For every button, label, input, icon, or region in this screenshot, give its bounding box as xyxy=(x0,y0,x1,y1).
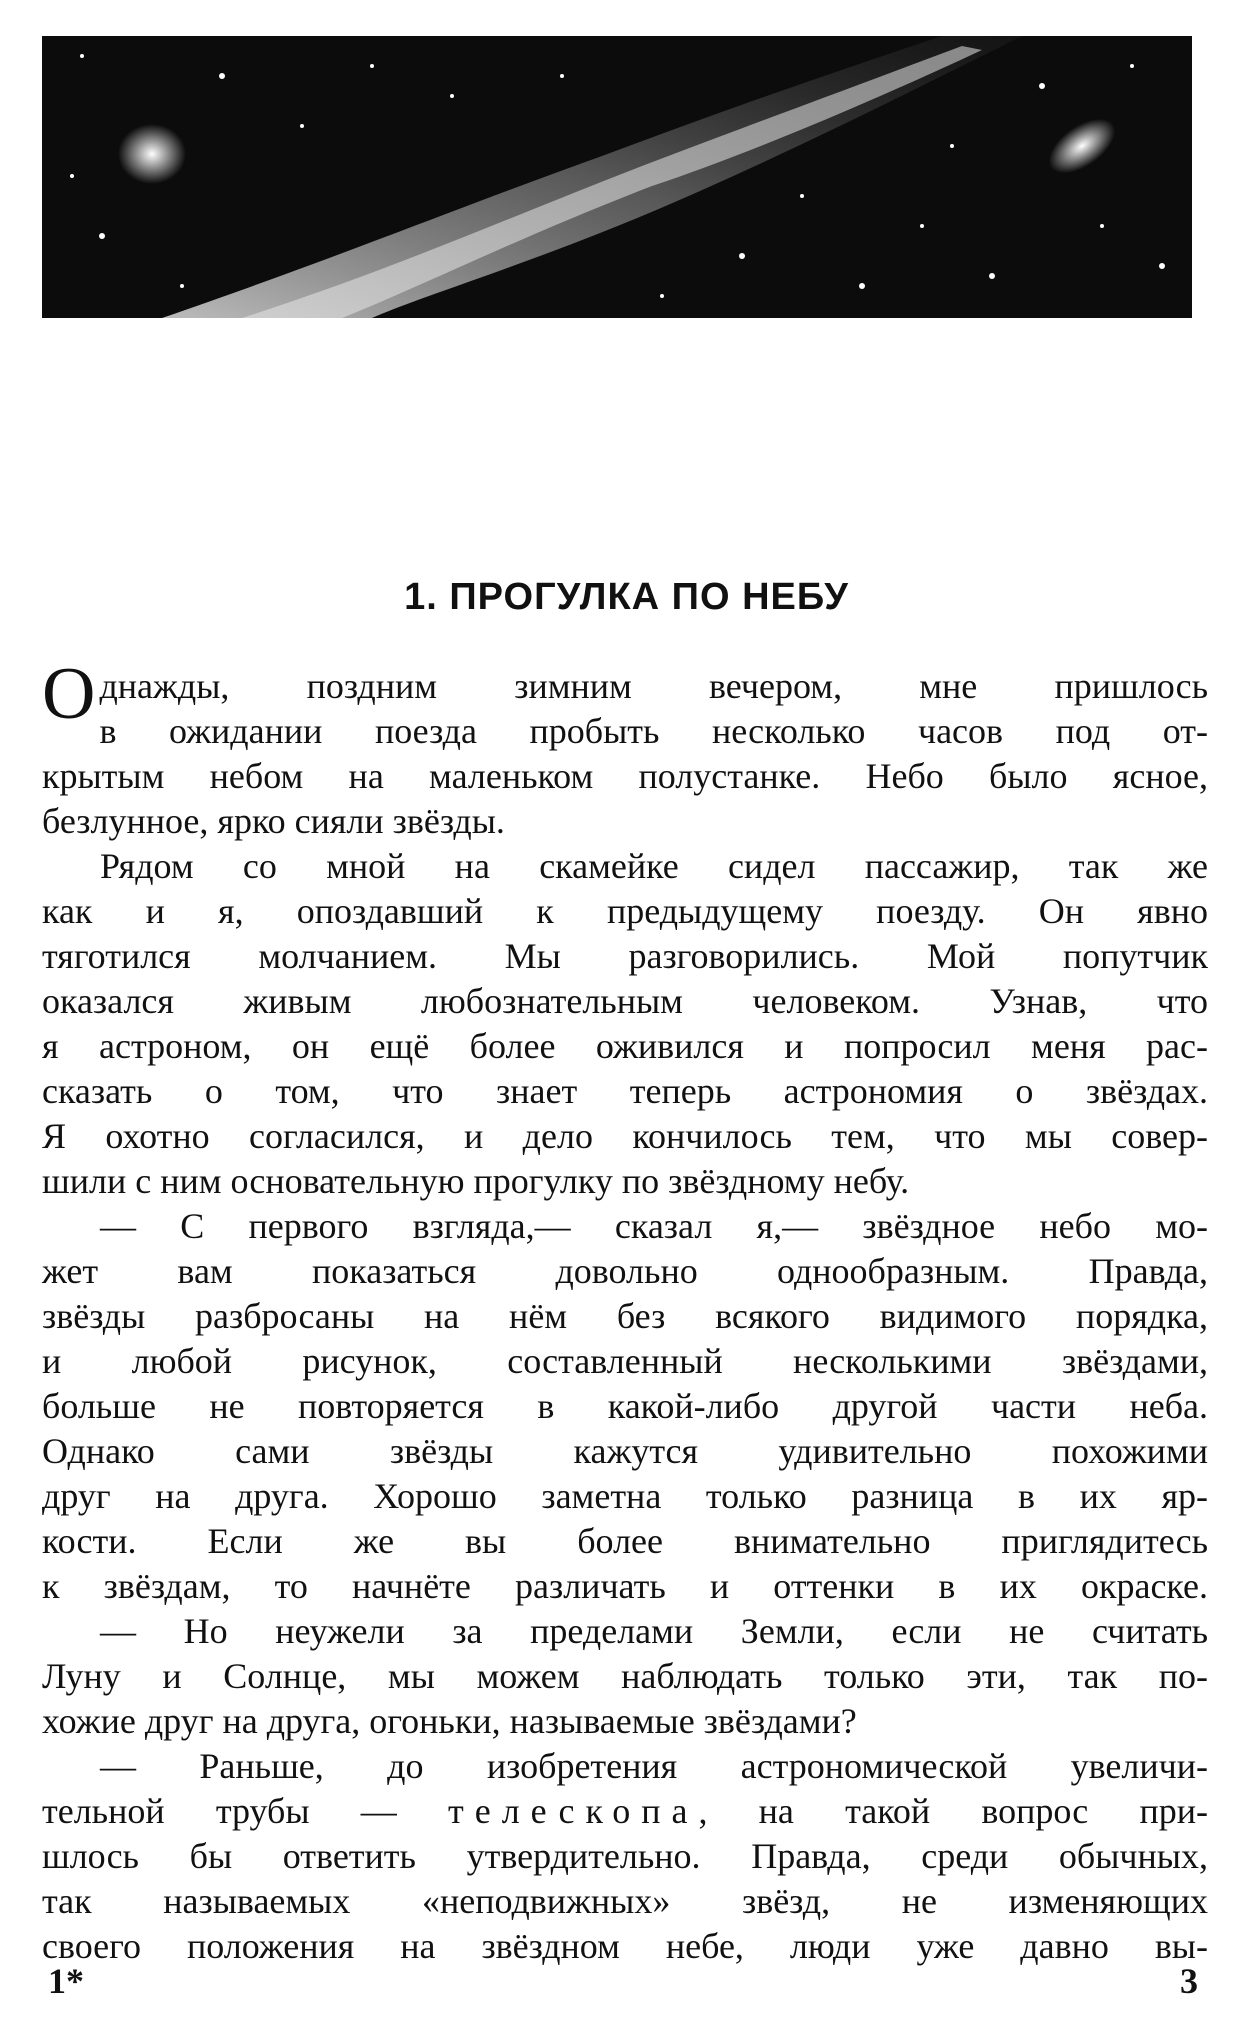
text-line: кости. Если же вы более внимательно приглядитесь xyxy=(42,1521,1208,1561)
text-line: шлось бы ответить утвердительно. Правда, среди обычных, xyxy=(42,1836,1208,1876)
text-line: хожие друг на друга, огоньки, называемые звёздами? xyxy=(42,1701,857,1741)
text-line: — С первого взгляда,— сказал я,— звёздное небо мо- xyxy=(100,1206,1208,1246)
text-line: больше не повторяется в какой-либо другой части неба. xyxy=(42,1386,1208,1426)
chapter-title: 1. ПРОГУЛКА ПО НЕБУ xyxy=(404,576,849,618)
text-line: Рядом со мной на скамейке сидел пассажир, так же xyxy=(100,846,1208,886)
text-line: тельной трубы — телескопа, на такой вопрос при- xyxy=(42,1791,1209,1831)
text-line: оказался живым любознательным человеком. Узнав, что xyxy=(42,981,1208,1021)
text-line: жет вам показаться довольно однообразным. Правда, xyxy=(42,1251,1208,1291)
body-text xyxy=(42,653,1209,1969)
text-line: к звёздам, то начнёте различать и оттенки в их окраске. xyxy=(42,1566,1208,1606)
drop-cap: О xyxy=(42,653,96,735)
milky-way-image xyxy=(42,36,1192,318)
text-line: крытым небом на маленьком полустанке. Небо было ясное, xyxy=(42,756,1208,796)
text-line: тяготился молчанием. Мы разговорились. Мой попутчик xyxy=(42,936,1208,976)
text-line: Однажды, поздним зимним вечером, мне пришлось xyxy=(42,664,1208,709)
printer-signature: 1* xyxy=(48,1961,84,2001)
text-line: Я охотно согласился, и дело кончилось тем, что мы совер- xyxy=(42,1116,1208,1156)
page-number: 3 xyxy=(1180,1961,1198,2001)
emphasized-word: телескопа xyxy=(448,1791,699,1831)
text-line: своего положения на звёздном небе, люди уже давно вы- xyxy=(42,1926,1208,1966)
text-line: звёзды разбросаны на нём без всякого видимого порядка, xyxy=(42,1296,1208,1336)
text-line: безлунное, ярко сияли звёзды. xyxy=(42,801,505,841)
text-line: Луну и Солнце, мы можем наблюдать только эти, так по- xyxy=(42,1656,1208,1696)
starfield-illustration xyxy=(42,36,1192,318)
text-line: сказать о том, что знает теперь астрономия о звёздах. xyxy=(42,1071,1208,1111)
text-line: Однако сами звёзды кажутся удивительно похожими xyxy=(42,1431,1208,1471)
text-line: шили с ним основательную прогулку по звёздному небу. xyxy=(42,1161,910,1201)
text-line: так называемых «неподвижных» звёзд, не изменяющих xyxy=(42,1881,1208,1921)
text-line: в ожидании поезда пробыть несколько часов под от- xyxy=(99,711,1208,751)
text-line: я астроном, он ещё более оживился и попросил меня рас- xyxy=(42,1026,1208,1066)
text-line: и любой рисунок, составленный несколькими звёздами, xyxy=(42,1341,1208,1381)
text-line: — Раньше, до изобретения астрономической увеличи- xyxy=(100,1746,1208,1786)
text-line: как и я, опоздавший к предыдущему поезду. Он явно xyxy=(42,891,1208,931)
text-line: — Но неужели за пределами Земли, если не считать xyxy=(100,1611,1208,1651)
text-line: друг на друга. Хорошо заметна только разница в их яр- xyxy=(42,1476,1208,1516)
